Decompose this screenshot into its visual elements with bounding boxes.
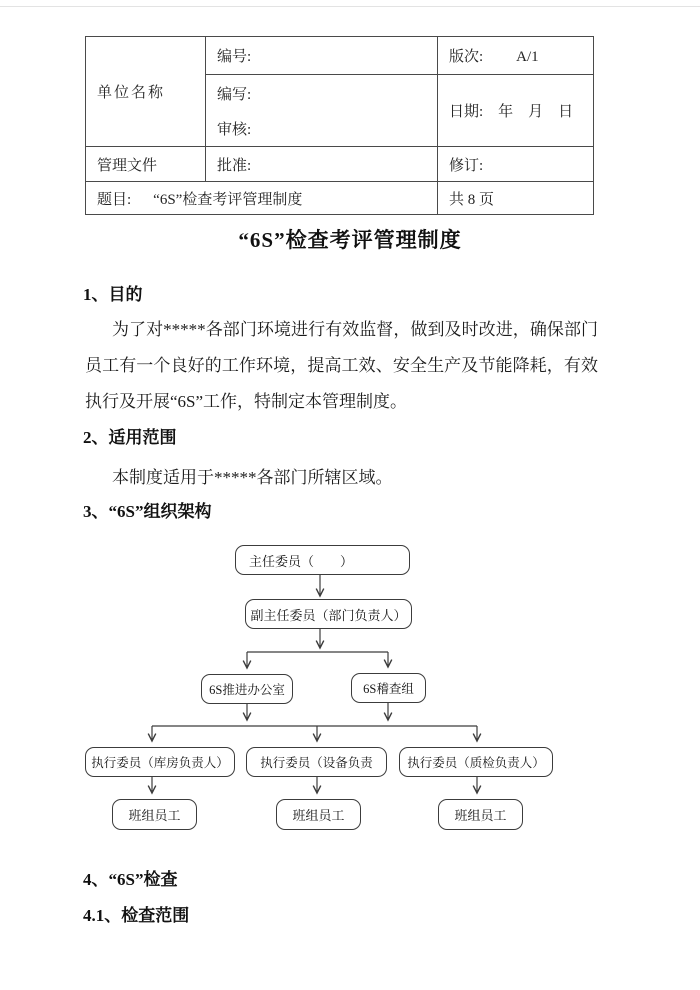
node-audit-group: 6S稽查组 xyxy=(351,673,426,703)
flowchart-connectors xyxy=(0,542,700,842)
number-cell: 编号: xyxy=(206,37,438,75)
node-exec-warehouse: 执行委员（库房负责人） xyxy=(85,747,235,777)
node-exec-quality: 执行委员（质检负责人） xyxy=(399,747,553,777)
node-team-staff-2: 班组员工 xyxy=(276,799,361,830)
scope-paragraph: 本制度适用于*****各部门所辖区域。 xyxy=(112,468,393,487)
version-label: 版次: xyxy=(449,49,484,65)
node-exec-equipment: 执行委员（设备负责 xyxy=(246,747,387,777)
subject-cell xyxy=(86,182,438,215)
document-header-table xyxy=(85,36,594,215)
node-promotion-office: 6S推进办公室 xyxy=(201,674,293,704)
node-chairman: 主任委员（ ） xyxy=(235,545,410,575)
purpose-paragraph: 为了对*****各部门环境进行有效监督，做到及时改进，确保部门员工有一个良好的工作环境，提高工效、安全生产及节能降耗，有效执行及开展“6S”工作，特制定本管理制度。 xyxy=(85,320,598,411)
node-vice-chairman: 副主任委员（部门负责人） xyxy=(245,599,412,629)
document-title: “6S”检查考评管理制度 xyxy=(238,228,462,252)
page-top-rule xyxy=(0,6,700,7)
subject-label: 题目: xyxy=(97,191,132,208)
subject-value: “6S”检查考评管理制度 xyxy=(153,191,303,208)
org-structure-flowchart xyxy=(0,542,700,842)
writer-reviewer-cell xyxy=(206,75,438,147)
unit-name-cell: 单位名称 xyxy=(86,37,206,147)
section-heading-purpose: 1、目的 xyxy=(83,285,143,304)
version-cell xyxy=(438,37,594,75)
section-heading-orgchart: 3、“6S”组织架构 xyxy=(83,502,212,521)
pages-cell: 共 8 页 xyxy=(438,182,594,215)
section-heading-scope: 2、适用范围 xyxy=(83,428,177,447)
writer-label: 编写: xyxy=(217,86,252,103)
date-cell: 日期: 年 月 日 xyxy=(438,75,594,147)
node-team-staff-3: 班组员工 xyxy=(438,799,523,830)
section-heading-inspection-scope: 4.1、检查范围 xyxy=(83,906,190,925)
node-team-staff-1: 班组员工 xyxy=(112,799,197,830)
doc-category-cell: 管理文件 xyxy=(86,147,206,182)
version-value: A/1 xyxy=(516,49,539,65)
section-heading-inspection: 4、“6S”检查 xyxy=(83,870,178,889)
approver-cell: 批准: xyxy=(206,147,438,182)
reviewer-label: 审核: xyxy=(217,121,252,138)
revision-cell: 修订: xyxy=(438,147,594,182)
